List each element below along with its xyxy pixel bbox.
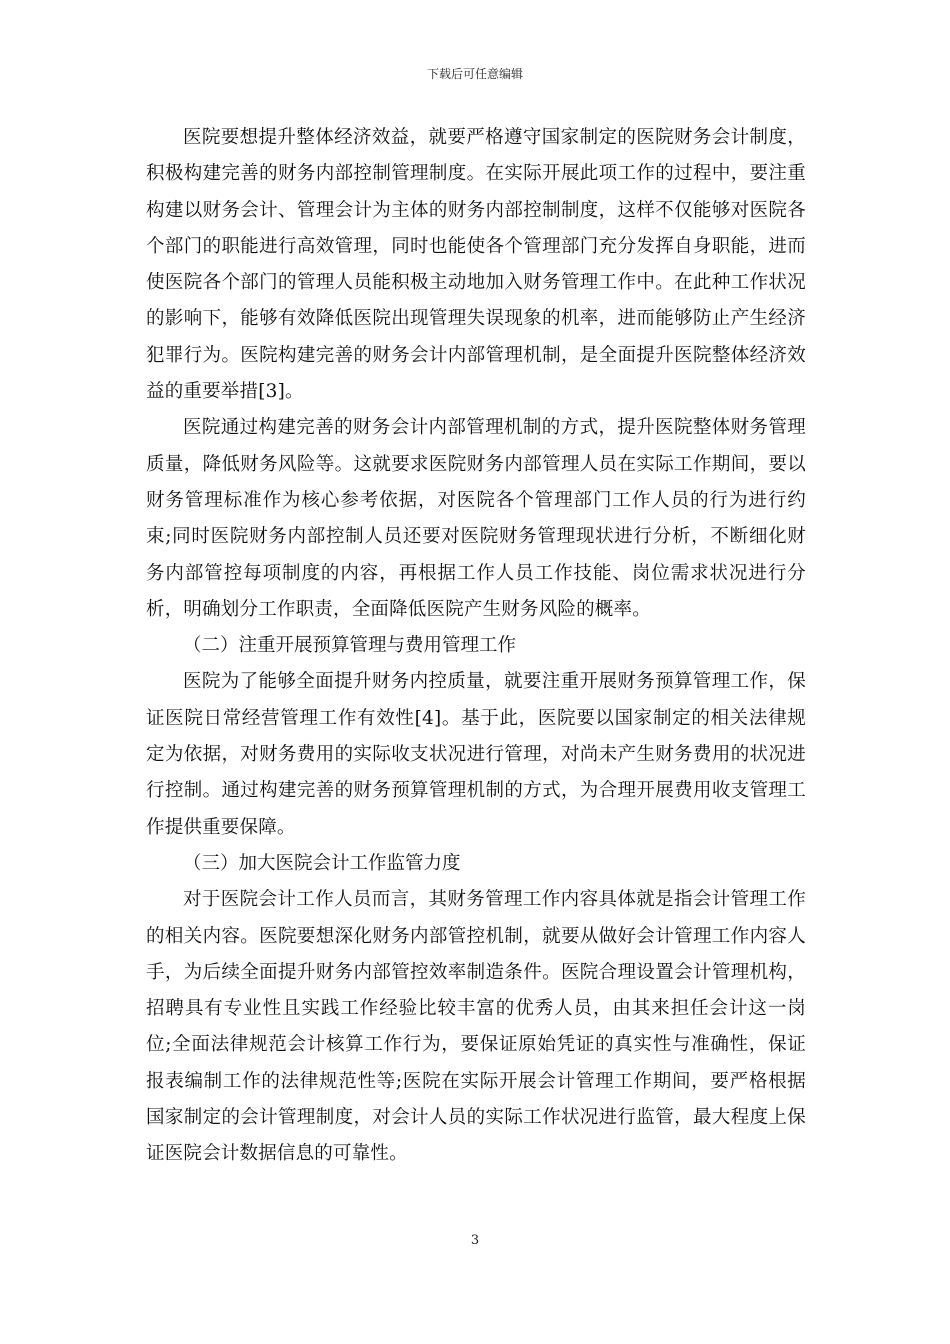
page-number: 3 (470, 1233, 480, 1248)
paragraph-economic-benefit: 医院要想提升整体经济效益，就要严格遵守国家制定的医院财务会计制度，积极构建完善的财务内部控制管理制度。在实际开展此项工作的过程中，要注重构建以财务会计、管理会计为主体的财务内部控制制度，这样不仅能够对医院各个部门的职能进行高效管理，同时也能使各个管理部门充分发挥自身职能，进而使医院各个部门的管理人员能积极主动地加入财务管理工作中。在此种工作状况的影响下，能够有效降低医院出现管理失误现象的机率，进而能够防止产生经济犯罪行为。医院构建完善的财务会计内部管理机制，是全面提升医院整体经济效益的重要举措[3]。 (146, 127, 806, 403)
page-header: 下载后可任意编辑 (426, 67, 523, 81)
paragraph-internal-management: 医院通过构建完善的财务会计内部管理机制的方式，提升医院整体财务管理质量，降低财务风险等。这就要求医院财务内部管理人员在实际工作期间，要以财务管理标准作为核心参考依据，对医院各个管理部门工作人员的行为进行约束;同时医院财务内部控制人员还要对医院财务管理现状进行分析，不断细化财务内部管控每项制度的内容，再根据工作人员工作技能、岗位需求状况进行分析，明确划分工作职责，全面降低医院产生财务风险的概率。 (146, 417, 806, 620)
paragraph-budget-management: 医院为了能够全面提升财务内控质量，就要注重开展财务预算管理工作，保证医院日常经营管理工作有效性[4]。基于此，医院要以国家制定的相关法律规定为依据，对财务费用的实际收支状况进行管理，对尚未产生财务费用的状况进行控制。通过构建完善的财务预算管理机制的方式，为合理开展费用收支管理工作提供重要保障。 (146, 671, 806, 838)
section-heading-budget-management: （二）注重开展预算管理与费用管理工作 (183, 635, 517, 657)
section-heading-accounting-supervision: （三）加大医院会计工作监管力度 (183, 852, 461, 874)
paragraph-accounting-supervision: 对于医院会计工作人员而言，其财务管理工作内容具体就是指会计管理工作的相关内容。医院要想深化财务内部管控机制，就要从做好会计管理工作内容人手，为后续全面提升财务内部管控效率制造条件。医院合理设置会计管理机构，招聘具有专业性且实践工作经验比较丰富的优秀人员，由其来担任会计这一岗位;全面法律规范会计核算工作行为，要保证原始凭证的真实性与准确性，保证报表编制工作的法律规范性等;医院在实际开展会计管理工作期间，要严格根据国家制定的会计管理制度，对会计人员的实际工作状况进行监管，最大程度上保证医院会计数据信息的可靠性。 (146, 889, 806, 1165)
document-body (146, 120, 806, 1173)
